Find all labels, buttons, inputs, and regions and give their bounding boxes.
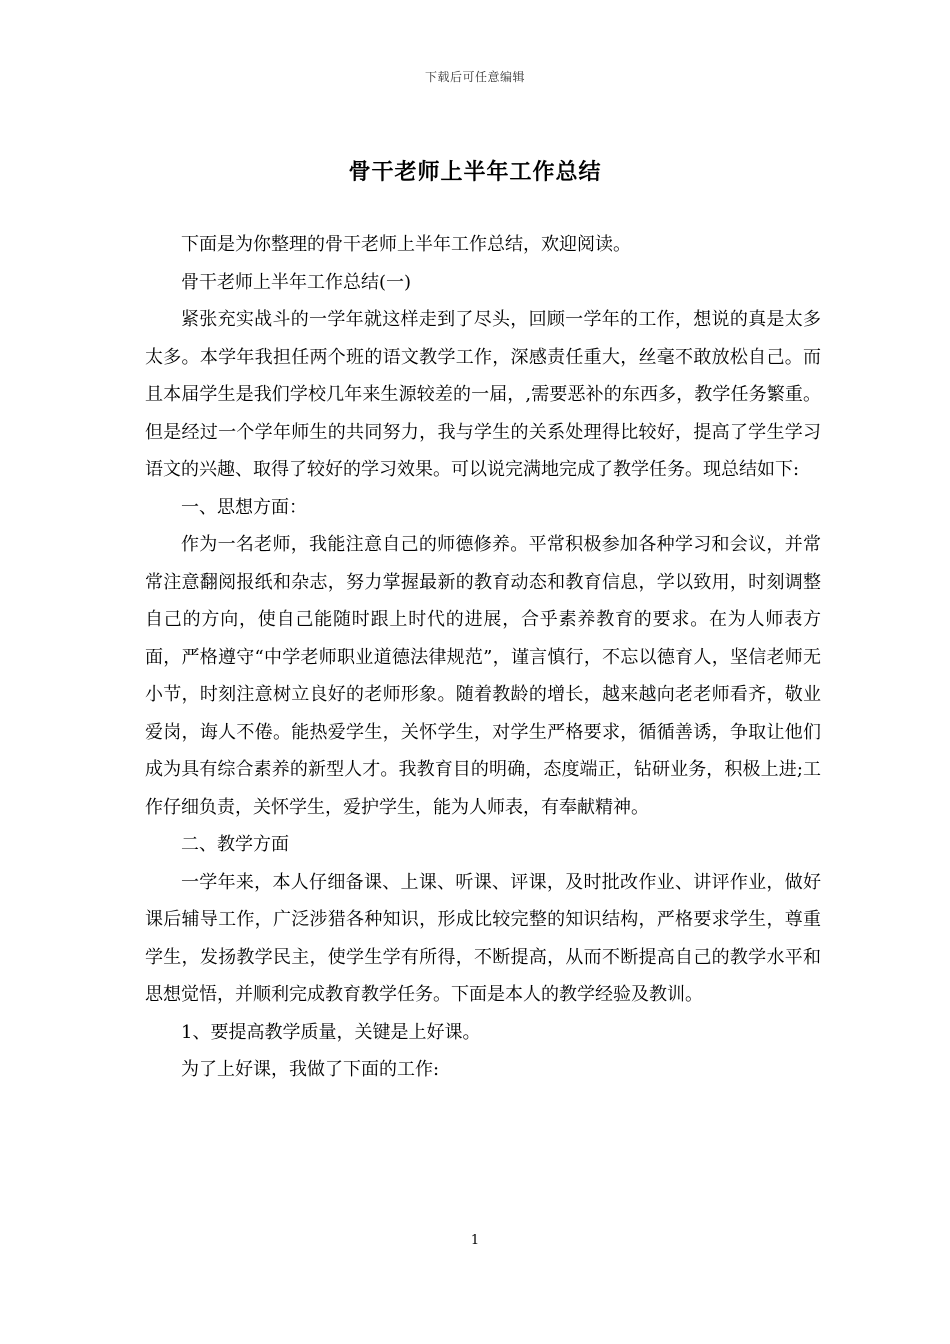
numbered-point: 1、要提高教学质量，关键是上好课。: [181, 1021, 481, 1043]
body-paragraph: 为了上好课，我做了下面的工作:: [181, 1059, 440, 1080]
section-heading: 二、教学方面: [181, 834, 289, 855]
body-paragraph: 一学年来，本人仔细备课、上课、听课、评课，及时批改作业、讲评作业，做好课后辅导工作，广泛涉猎各种知识，形成比较完整的知识结构，严格要求学生，尊重学生，发扬教学民主，使学生学有所得，不断提高，从而不断提高自己的教学水平和思想觉悟，并顺利完成教育教学任务。下面是本人的教学经验及教训。: [145, 871, 821, 1005]
section-subtitle: 骨干老师上半年工作总结(一): [181, 271, 412, 293]
header-note: 下载后可任意编辑: [424, 70, 525, 84]
document-title: 骨干老师上半年工作总结: [348, 160, 602, 185]
body-paragraph: 紧张充实战斗的一学年就这样走到了尽头，回顾一学年的工作，想说的真是太多太多。本学年我担任两个班的语文教学工作，深感责任重大，丝毫不敢放松自己。而且本届学生是我们学校几年来生源较差的一届，,需要恶补的东西多，教学任务繁重。但是经过一个学年师生的共同努力，我与学生的关系处理得比较好，提高了学生学习语文的兴趣、取得了较好的学习效果。可以说完满地完成了教学任务。现总结如下:: [145, 309, 821, 480]
intro-paragraph: 下面是为你整理的骨干老师上半年工作总结，欢迎阅读。: [181, 234, 631, 255]
body-paragraph: 作为一名老师，我能注意自己的师德修养。平常积极参加各种学习和会议，并常常注意翻阅报纸和杂志，努力掌握最新的教育动态和教育信息，学以致用，时刻调整自己的方向，使自己能随时跟上时代的进展，合乎素养教育的要求。在为人师表方面，严格遵守“中学老师职业道德法律规范”，谨言慎行，不忘以德育人，坚信老师无小节，时刻注意树立良好的老师形象。随着教龄的增长，越来越向老老师看齐，敬业爱岗，诲人不倦。能热爱学生，关怀学生，对学生严格要求，循循善诱，争取让他们成为具有综合素养的新型人才。我教育目的明确，态度端正，钻研业务，积极上进;工作仔细负责，关怀学生，爱护学生，能为人师表，有奉献精神。: [145, 534, 821, 818]
page-number: 1: [470, 1233, 480, 1248]
section-heading: 一、思想方面：: [181, 496, 307, 518]
document-body: [145, 226, 821, 1089]
